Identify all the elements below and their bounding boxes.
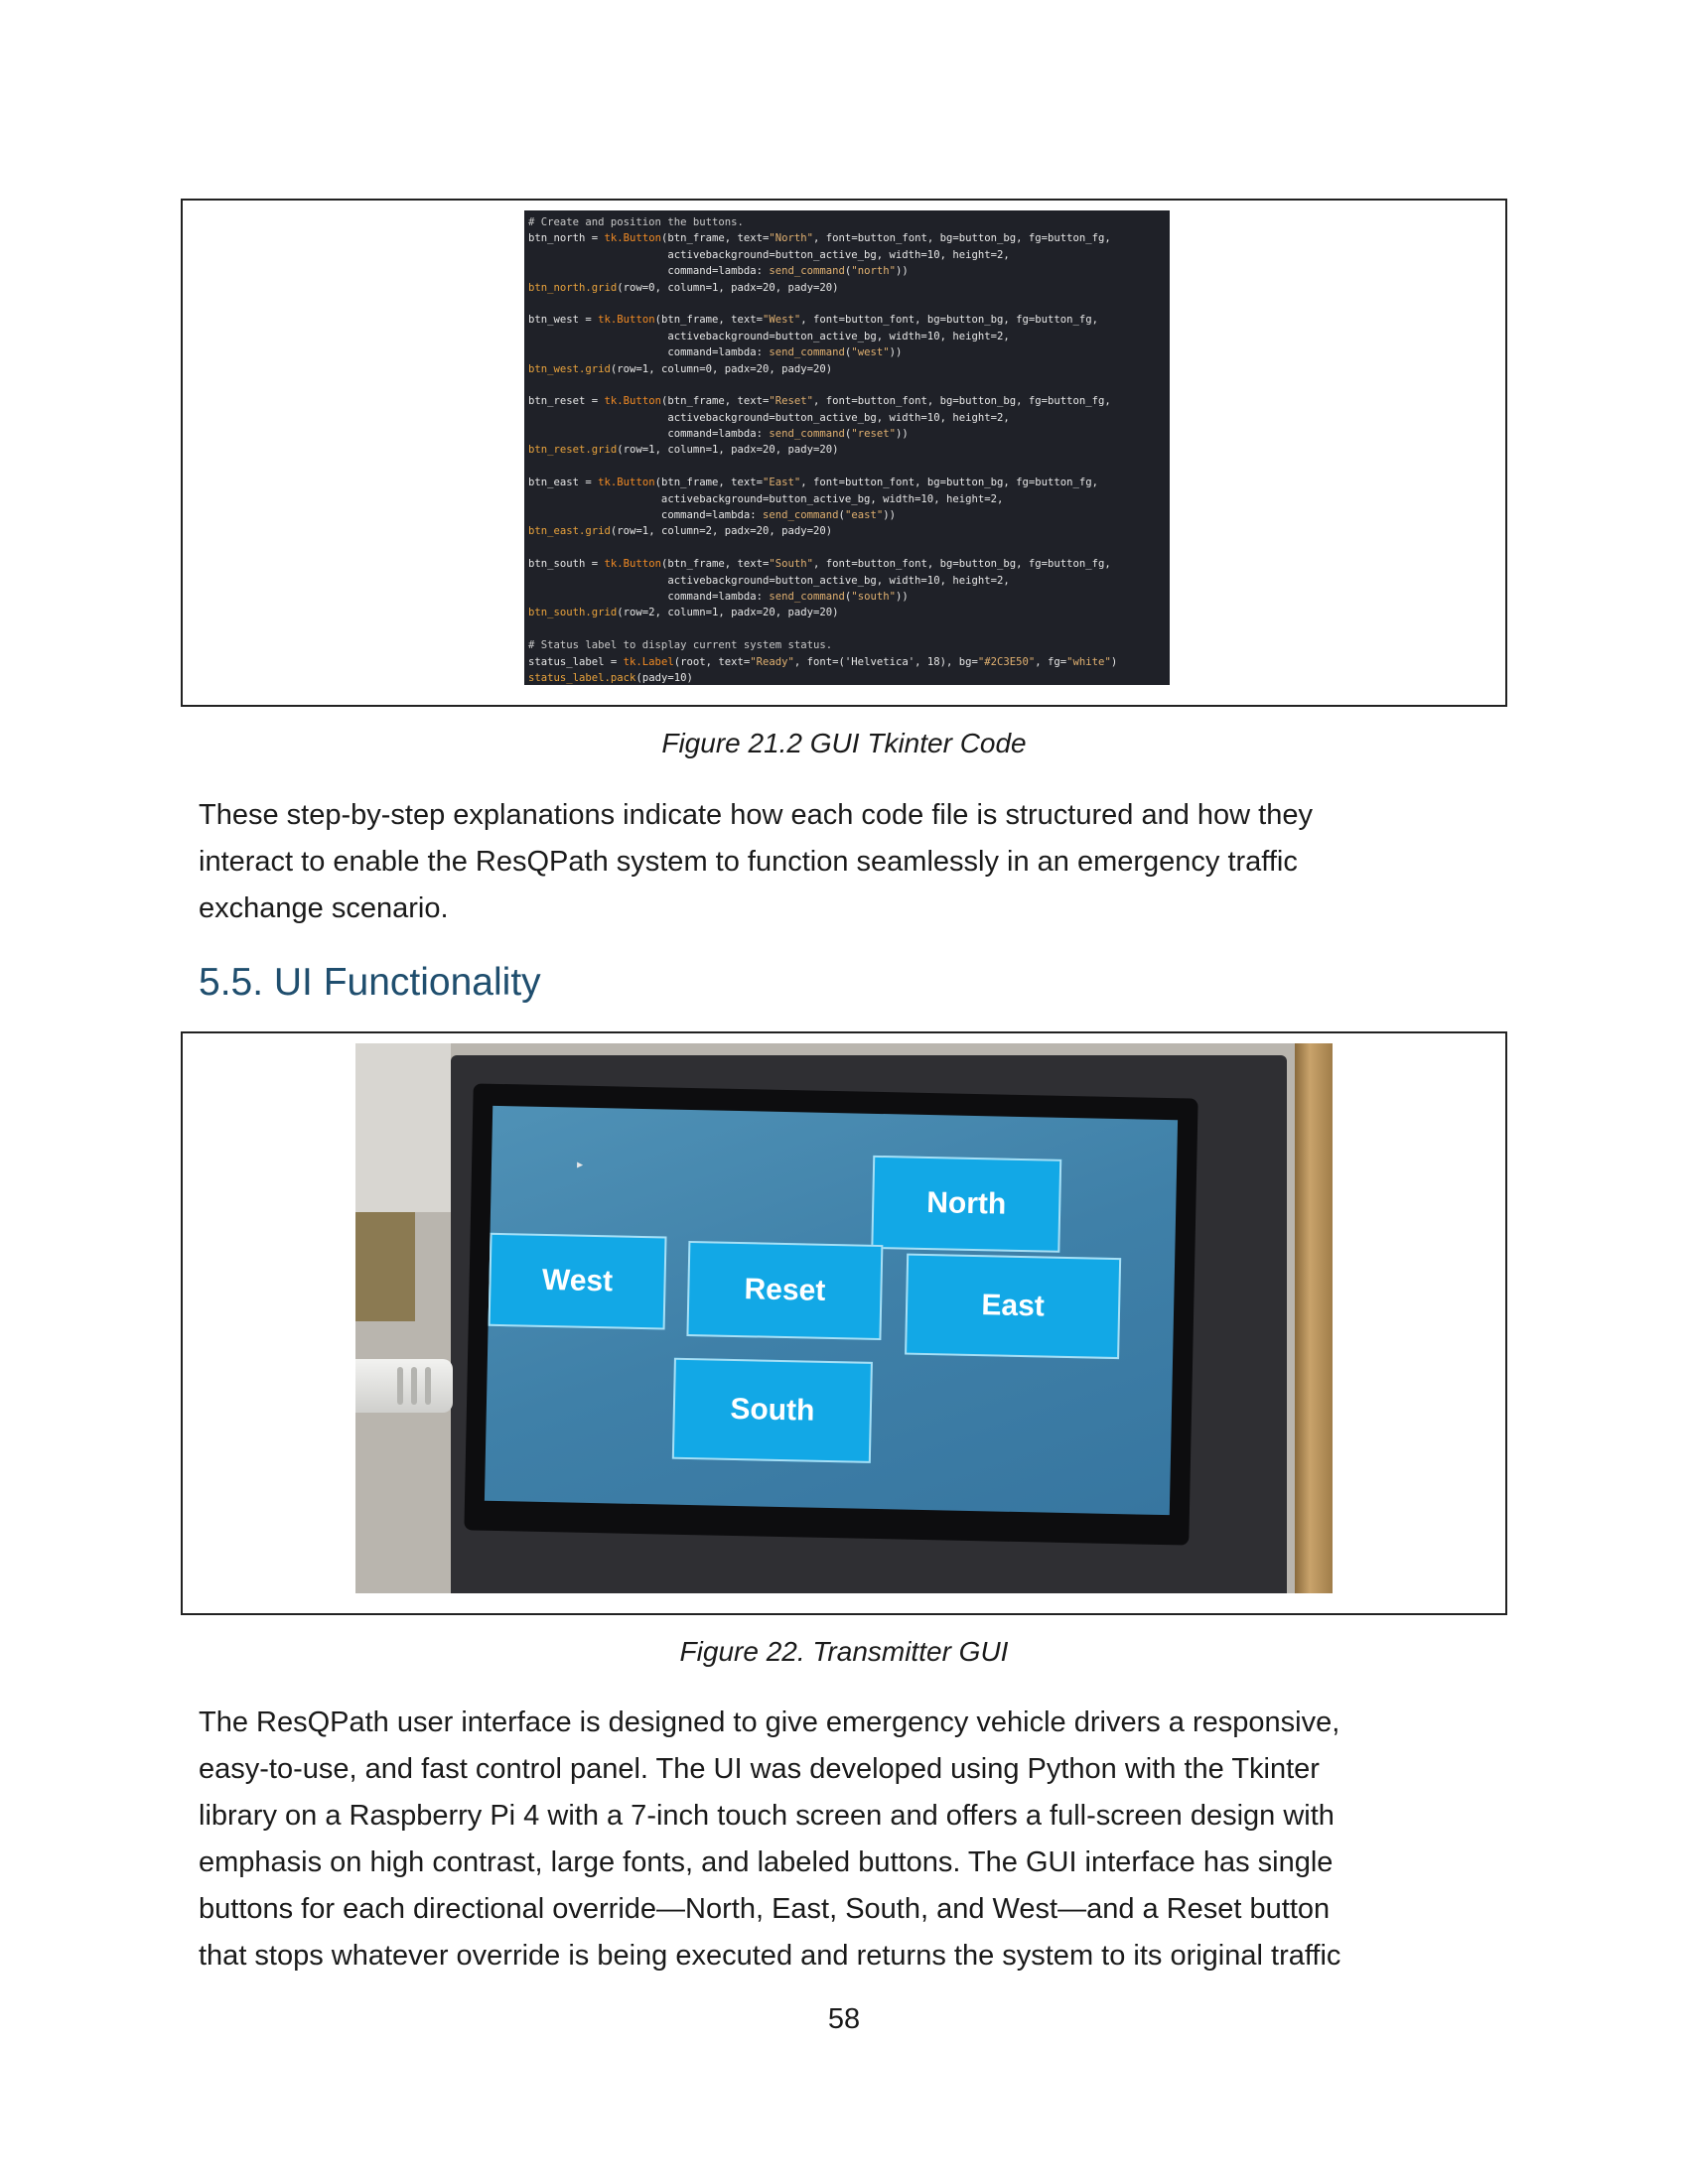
paragraph-line: These step-by-step explanations indicate how each code file is structured and how they — [199, 799, 1313, 831]
south-button[interactable]: South — [672, 1358, 873, 1463]
code-line: command=lambda: send_command("south")) — [528, 590, 909, 603]
code-line: btn_west = tk.Button(btn_frame, text="West", font=button_font, bg=button_bg, fg=button_fg, — [528, 314, 1099, 327]
code-line: command=lambda: send_command("east")) — [528, 509, 896, 522]
code-line: activebackground=button_active_bg, width=10, height=2, — [528, 411, 1010, 424]
code-line: status_label = tk.Label(root, text="Ready", font=('Helvetica', 18), bg="#2C3E50", fg="white") — [528, 655, 1118, 668]
page-number: 58 — [827, 2003, 861, 2035]
code-line: btn_south.grid(row=2, column=1, padx=20, pady=20) — [528, 607, 839, 619]
code-line: btn_north.grid(row=0, column=1, padx=20, pady=20) — [528, 281, 839, 294]
paragraph-intro — [199, 792, 1489, 932]
code-line: btn_east = tk.Button(btn_frame, text="East", font=button_font, bg=button_bg, fg=button_fg, — [528, 477, 1099, 489]
east-button[interactable]: East — [905, 1254, 1121, 1360]
paragraph-line: buttons for each directional override—North, East, South, and West—and a Reset button — [199, 1893, 1331, 1925]
paragraph-line: exchange scenario. — [199, 892, 449, 924]
paragraph-line: library on a Raspberry Pi 4 with a 7-inch touch screen and offers a full-screen design with — [199, 1800, 1335, 1832]
figure-gui-caption: Figure 22. Transmitter GUI — [679, 1636, 1009, 1667]
code-line: status_label.pack(pady=10) — [528, 671, 693, 684]
paragraph-ui-description — [199, 1700, 1489, 1979]
code-line: # Status label to display current system status. — [528, 639, 833, 652]
code-line: command=lambda: send_command("reset")) — [528, 428, 909, 441]
code-line: btn_reset = tk.Button(btn_frame, text="Reset", font=button_font, bg=button_bg, fg=button_fg, — [528, 395, 1111, 408]
paragraph-line: interact to enable the ResQPath system to function seamlessly in an emergency traffic — [199, 846, 1298, 878]
code-line: activebackground=button_active_bg, width=10, height=2, — [528, 248, 1010, 261]
mouse-cursor-icon: ▸ — [576, 1157, 584, 1171]
section-heading: 5.5. UI Functionality — [199, 961, 541, 1004]
west-button[interactable]: West — [489, 1233, 667, 1330]
code-line: btn_west.grid(row=1, column=0, padx=20, pady=20) — [528, 362, 833, 375]
figure-code-caption: Figure 21.2 GUI Tkinter Code — [661, 728, 1027, 758]
code-line: activebackground=button_active_bg, width=10, height=2, — [528, 492, 1004, 505]
code-line: btn_north = tk.Button(btn_frame, text="North", font=button_font, bg=button_bg, fg=button_fg, — [528, 232, 1111, 245]
transmitter-gui-photo — [355, 1043, 1333, 1593]
code-line — [528, 377, 1166, 393]
code-line: command=lambda: send_command("west")) — [528, 346, 903, 359]
code-line — [528, 621, 1166, 637]
reset-button[interactable]: Reset — [686, 1241, 883, 1340]
hdmi-cable — [355, 1359, 453, 1413]
touch-screen — [485, 1106, 1178, 1515]
code-line: btn_reset.grid(row=1, column=1, padx=20, pady=20) — [528, 444, 839, 457]
code-line: # Create and position the buttons. — [528, 216, 744, 228]
code-line: command=lambda: send_command("north")) — [528, 265, 909, 278]
paragraph-line: easy-to-use, and fast control panel. The UI was developed using Python with the Tkinter — [199, 1753, 1320, 1785]
north-button[interactable]: North — [871, 1156, 1061, 1253]
code-screenshot — [524, 210, 1170, 685]
code-line: btn_south = tk.Button(btn_frame, text="South", font=button_font, bg=button_bg, fg=button_fg, — [528, 558, 1111, 571]
code-line: activebackground=button_active_bg, width=10, height=2, — [528, 574, 1010, 587]
code-line — [528, 540, 1166, 556]
code-line — [528, 296, 1166, 312]
code-line — [528, 459, 1166, 475]
paragraph-line: that stops whatever override is being executed and returns the system to its original traffic — [199, 1940, 1341, 1972]
code-line: btn_east.grid(row=1, column=2, padx=20, pady=20) — [528, 525, 833, 538]
paragraph-line: The ResQPath user interface is designed to give emergency vehicle drivers a responsive, — [199, 1706, 1340, 1738]
paragraph-line: emphasis on high contrast, large fonts, and labeled buttons. The GUI interface has single — [199, 1846, 1334, 1878]
code-line: activebackground=button_active_bg, width=10, height=2, — [528, 330, 1010, 342]
